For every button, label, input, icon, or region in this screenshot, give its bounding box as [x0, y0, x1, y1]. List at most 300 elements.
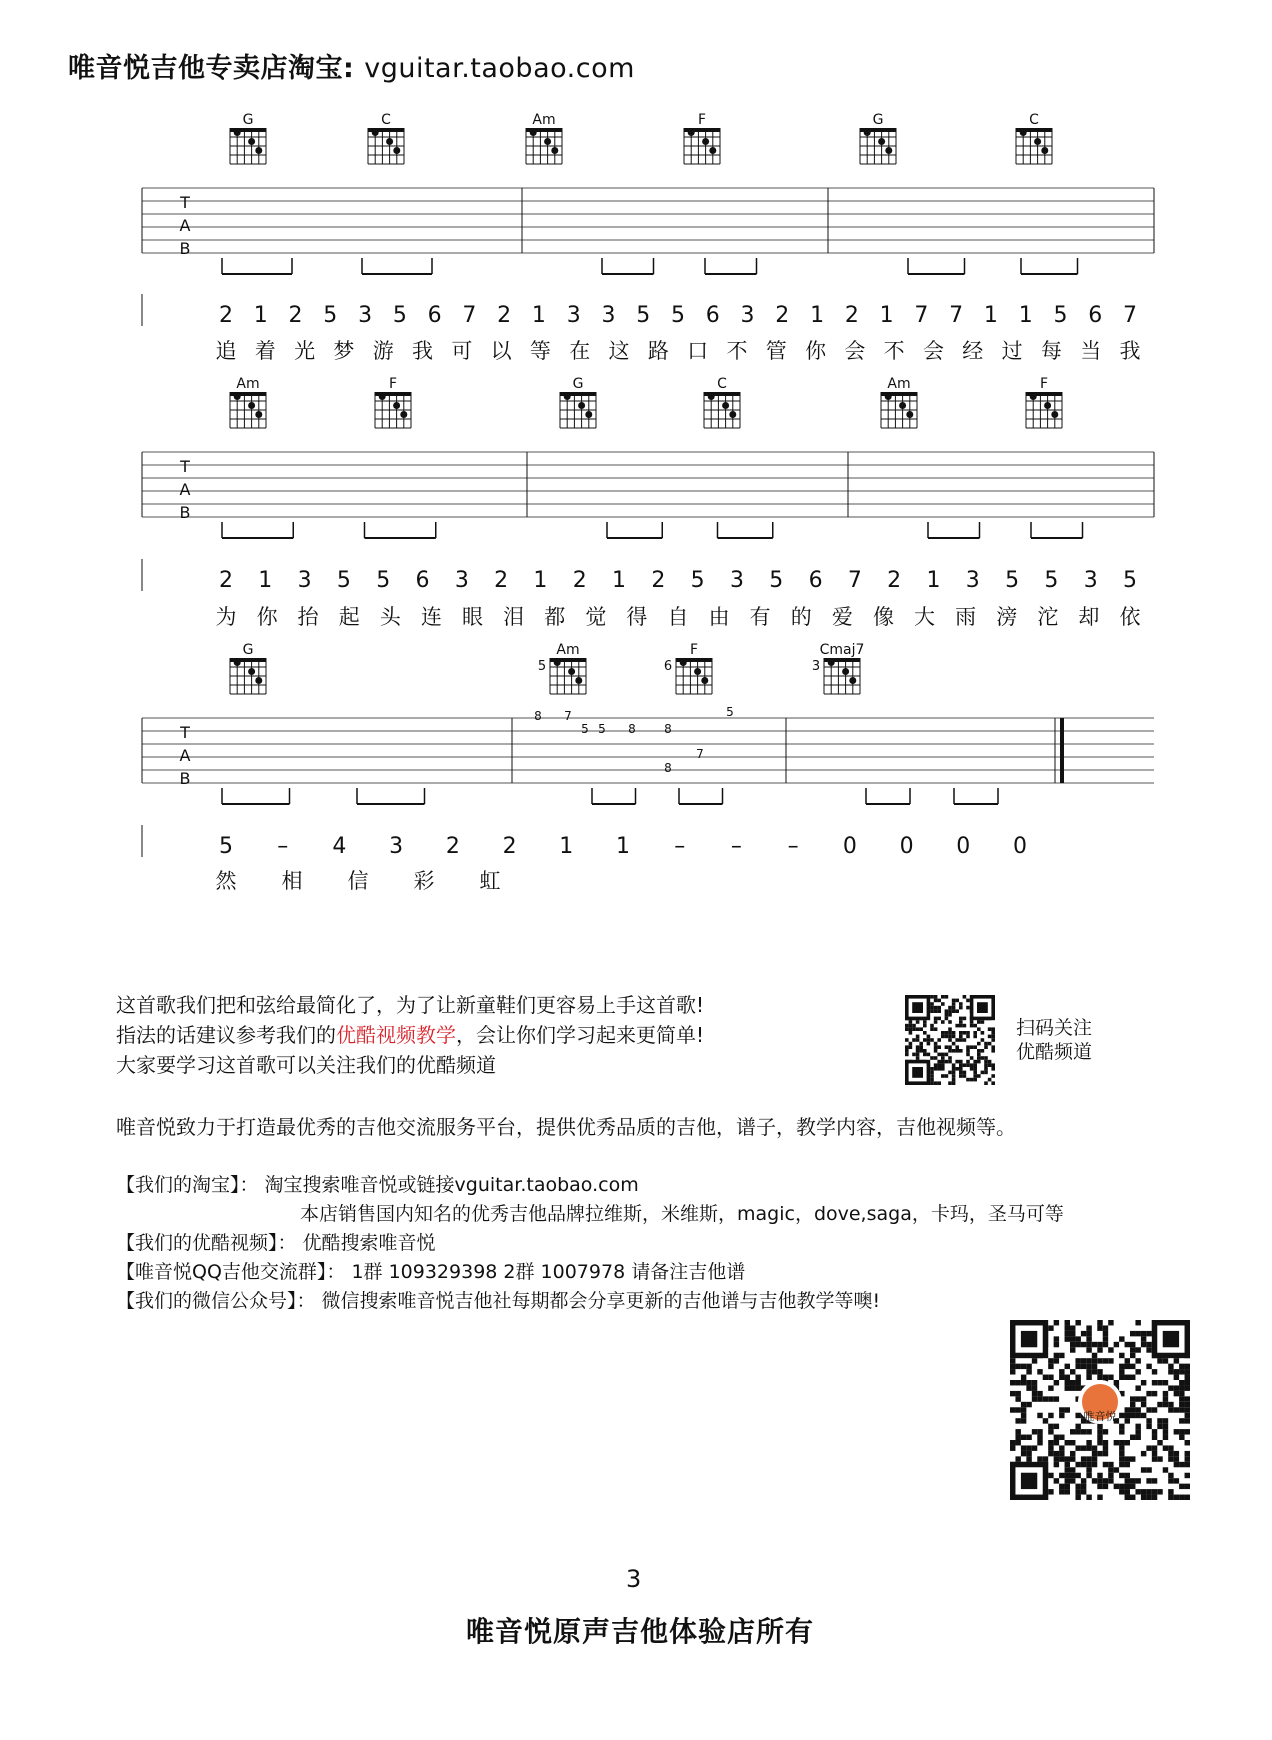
qr-module: [923, 1053, 927, 1057]
qr-module: [1119, 1462, 1124, 1467]
chord-name: G: [872, 112, 884, 128]
qr-module: [1026, 1385, 1031, 1390]
qr-module: [988, 1027, 992, 1031]
qr-module: [919, 1042, 923, 1046]
qr-module: [1065, 1375, 1070, 1380]
qr-module: [952, 1002, 956, 1006]
qr-module: [923, 1024, 927, 1028]
qr-module: [1070, 1456, 1075, 1461]
qr-module: [1026, 1435, 1031, 1440]
qr-module: [984, 1042, 988, 1046]
qr-module: [1021, 1435, 1026, 1440]
jianpu-note: –: [277, 834, 289, 859]
qr-module: [984, 1071, 988, 1075]
lyric-char: 以: [490, 339, 512, 363]
jianpu-note: 7: [1123, 303, 1137, 328]
tab-fret-number: 7: [564, 709, 572, 723]
qr-module: [1026, 1451, 1031, 1456]
qr-module: [912, 1053, 916, 1057]
qr-module: [1059, 1375, 1064, 1380]
qr-module: [1065, 1407, 1070, 1412]
lyric-char: 会: [922, 339, 944, 363]
qr-module: [1048, 1375, 1053, 1380]
qr-module: [1125, 1484, 1130, 1489]
qr-module: [1135, 1396, 1140, 1401]
qr-module: [959, 1035, 963, 1039]
qr-module: [988, 1035, 992, 1039]
qr-module: [916, 1056, 920, 1060]
qr-module: [937, 1009, 941, 1013]
tab-fret-number: 8: [628, 722, 636, 736]
qr-module: [1010, 1391, 1015, 1396]
chord-dot: [864, 129, 871, 136]
lyric-char: 由: [708, 605, 730, 629]
qr-label-1: 扫码关注: [1016, 1017, 1093, 1039]
qr-module: [1086, 1429, 1091, 1434]
info-line-2: [116, 1020, 704, 1050]
jianpu-note: 2: [494, 568, 509, 593]
qr-module: [1174, 1429, 1179, 1434]
qr-module: [988, 1060, 992, 1064]
qr-module: [984, 1056, 988, 1060]
qr-module: [970, 1024, 974, 1028]
qr-module: [1157, 1380, 1162, 1385]
qr-module: [1059, 1484, 1064, 1489]
qr-module: [1070, 1347, 1075, 1352]
qr-module: [1075, 1429, 1080, 1434]
qr-module: [1179, 1402, 1184, 1407]
jianpu-note: 7: [914, 303, 929, 328]
qr-module: [984, 1060, 988, 1064]
qr-module: [948, 1060, 952, 1064]
qr-module: [1119, 1456, 1124, 1461]
qr-module: [1070, 1325, 1075, 1330]
chord-fret-number: 6: [663, 659, 673, 674]
jianpu-note: 7: [949, 303, 964, 328]
qr-module: [948, 1031, 952, 1035]
lyric-char: 我: [412, 339, 434, 363]
jianpu-note: 1: [879, 303, 894, 328]
jianpu-note: 3: [1083, 568, 1098, 593]
qr-module: [1075, 1364, 1080, 1369]
qr-module: [984, 1063, 988, 1067]
lyric-char: 当: [1080, 339, 1102, 363]
qr-module: [1168, 1473, 1173, 1478]
lyric-char: 得: [626, 605, 648, 629]
qr-module: [1070, 1369, 1075, 1374]
tab-fret-number: 8: [664, 761, 672, 775]
qr-module: [1048, 1445, 1053, 1450]
qr-module: [1179, 1495, 1184, 1500]
chord-dot: [702, 138, 709, 145]
jianpu-note: 3: [729, 568, 744, 593]
qr-module: [1065, 1385, 1070, 1390]
qr-module: [1125, 1413, 1130, 1418]
qr-module: [1075, 1484, 1080, 1489]
qr-module: [1130, 1396, 1135, 1401]
qr-module: [1119, 1445, 1124, 1450]
qr-module: [1075, 1413, 1080, 1418]
qr-module: [927, 1035, 931, 1039]
qr-module: [1125, 1473, 1130, 1478]
jianpu-note: 3: [965, 568, 980, 593]
qr-module: [1032, 1391, 1037, 1396]
qr-module: [955, 1045, 959, 1049]
qr-module: [1163, 1380, 1168, 1385]
qr-module: [1185, 1462, 1190, 1467]
qr-module: [963, 1071, 967, 1075]
qr-module: [952, 1031, 956, 1035]
qr-module: [1146, 1445, 1151, 1450]
qr-module: [1103, 1375, 1108, 1380]
qr-module: [977, 1049, 981, 1053]
qr-module: [1097, 1451, 1102, 1456]
qr-module: [1103, 1342, 1108, 1347]
qr-module: [1037, 1369, 1042, 1374]
qr-module: [1130, 1407, 1135, 1412]
qr-module: [937, 1006, 941, 1010]
lyric-char: 有: [749, 605, 771, 629]
qr-module: [1010, 1358, 1015, 1363]
lyric-char: 虹: [479, 869, 501, 893]
qr-module: [1135, 1435, 1140, 1440]
qr-module: [1163, 1358, 1168, 1363]
qr-module: [981, 1038, 985, 1042]
qr-module: [1037, 1456, 1042, 1461]
qr-finder: [1163, 1331, 1179, 1347]
qr-module: [1130, 1435, 1135, 1440]
qr-module: [952, 1071, 956, 1075]
qr-module: [1092, 1445, 1097, 1450]
qr-module: [1168, 1495, 1173, 1500]
qr-module: [952, 1009, 956, 1013]
qr-module: [1010, 1445, 1015, 1450]
qr-module: [1152, 1445, 1157, 1450]
qr-module: [991, 1045, 995, 1049]
qr-module: [1075, 1380, 1080, 1385]
qr-module: [1174, 1358, 1179, 1363]
jianpu-note: 2: [844, 303, 859, 328]
qr-module: [1054, 1478, 1059, 1483]
qr-module: [937, 1067, 941, 1071]
qr-module: [948, 1027, 952, 1031]
qr-module: [1059, 1407, 1064, 1412]
qr-module: [1054, 1336, 1059, 1341]
qr-module: [909, 1042, 913, 1046]
qr-module: [1152, 1380, 1157, 1385]
chord-dot: [680, 659, 687, 666]
qr-module: [991, 1031, 995, 1035]
qr-module: [941, 1063, 945, 1067]
chord-name: Cmaj7: [819, 642, 865, 658]
jianpu-note: 1: [810, 303, 825, 328]
lyric-char: 相: [281, 869, 303, 893]
qr-module: [941, 1053, 945, 1057]
lyric-char: 爱: [831, 605, 853, 629]
chord-dot: [248, 668, 255, 675]
qr-module: [948, 1049, 952, 1053]
qr-module: [1081, 1484, 1086, 1489]
qr-module: [955, 1067, 959, 1071]
lyric-char: 你: [805, 339, 827, 363]
qr-module: [1065, 1325, 1070, 1330]
youku-qr-code: [905, 995, 995, 1085]
qr-module: [973, 1074, 977, 1078]
qr-module: [1097, 1369, 1102, 1374]
qr-module: [930, 1027, 934, 1031]
qr-module: [1125, 1407, 1130, 1412]
qr-module: [912, 1038, 916, 1042]
qr-module: [1070, 1451, 1075, 1456]
tab-fret-number: 5: [581, 722, 589, 736]
qr-module: [1146, 1478, 1151, 1483]
shop-label: 唯音悦吉他专卖店淘宝:: [68, 53, 355, 84]
qr-module: [973, 1035, 977, 1039]
qr-module: [1135, 1347, 1140, 1352]
qr-module: [1054, 1320, 1059, 1325]
chord-dot: [248, 402, 255, 409]
qr-module: [1174, 1462, 1179, 1467]
qr-module: [916, 1035, 920, 1039]
qr-module: [937, 1038, 941, 1042]
chord-dot: [564, 393, 571, 400]
lyric-char: 抬: [297, 605, 319, 629]
qr-module: [948, 1045, 952, 1049]
chord-dot: [899, 402, 906, 409]
qr-module: [1125, 1489, 1130, 1494]
qr-module: [1048, 1473, 1053, 1478]
chord-dot: [722, 402, 729, 409]
qr-module: [1048, 1440, 1053, 1445]
qr-module: [1092, 1369, 1097, 1374]
lyric-char: 觉: [585, 605, 607, 629]
chord-name: Am: [236, 376, 260, 392]
qr-module: [1135, 1358, 1140, 1363]
jianpu-note: 4: [332, 834, 347, 859]
qr-module: [1168, 1456, 1173, 1461]
qr-module: [1032, 1358, 1037, 1363]
qr-module: [984, 1067, 988, 1071]
qr-module: [930, 1006, 934, 1010]
qr-module: [1097, 1440, 1102, 1445]
qr-module: [1015, 1380, 1020, 1385]
qr-module: [1081, 1331, 1086, 1336]
qr-module: [1037, 1413, 1042, 1418]
qr-module: [937, 999, 941, 1003]
qr-module: [945, 1031, 949, 1035]
qr-module: [1141, 1489, 1146, 1494]
qr-module: [1010, 1380, 1015, 1385]
qr-module: [1146, 1342, 1151, 1347]
qr-module: [1092, 1456, 1097, 1461]
qr-module: [1015, 1391, 1020, 1396]
qr-module: [1130, 1478, 1135, 1483]
qr-module: [1174, 1456, 1179, 1461]
jianpu-note: 2: [775, 303, 790, 328]
qr-module: [1070, 1440, 1075, 1445]
qr-module: [1168, 1478, 1173, 1483]
qr-module: [1065, 1484, 1070, 1489]
qr-module: [948, 1056, 952, 1060]
qr-module: [1097, 1429, 1102, 1434]
qr-module: [984, 1045, 988, 1049]
jianpu-note: 6: [705, 303, 720, 328]
jianpu-note: 6: [427, 303, 442, 328]
qr-module: [1097, 1473, 1102, 1478]
qr-module: [952, 1006, 956, 1010]
chord-name: C: [717, 376, 727, 392]
chord-name: F: [697, 112, 707, 128]
jianpu-note: 2: [887, 568, 902, 593]
qr-module: [952, 1049, 956, 1053]
qr-module: [1032, 1396, 1037, 1401]
qr-module: [1163, 1445, 1168, 1450]
qr-module: [1059, 1456, 1064, 1461]
qr-module: [1010, 1369, 1015, 1374]
chord-dot: [849, 677, 856, 684]
qr-module: [1185, 1418, 1190, 1423]
qr-module: [1037, 1396, 1042, 1401]
qr-module: [1015, 1364, 1020, 1369]
jianpu-note: 3: [740, 303, 755, 328]
qr-module: [991, 1074, 995, 1078]
youku-video-link[interactable]: 优酷视频教学: [336, 1023, 456, 1047]
qr-module: [1152, 1495, 1157, 1500]
qr-module: [1185, 1369, 1190, 1374]
lyric-char: 你: [256, 605, 278, 629]
qr-module: [1054, 1353, 1059, 1358]
qr-module: [1125, 1358, 1130, 1363]
jianpu-note: 1: [253, 303, 268, 328]
qr-module: [952, 1074, 956, 1078]
qr-module: [1081, 1478, 1086, 1483]
qr-module: [1119, 1364, 1124, 1369]
qr-module: [1152, 1391, 1157, 1396]
chord-name: Am: [887, 376, 911, 392]
chord-dot: [1030, 393, 1037, 400]
qr-module: [966, 1045, 970, 1049]
chord-dot: [708, 393, 715, 400]
lyric-char: 自: [667, 605, 689, 629]
qr-module: [1130, 1402, 1135, 1407]
qr-module: [948, 1006, 952, 1010]
qr-module: [1179, 1407, 1184, 1412]
chord-name: C: [381, 112, 391, 128]
qr-module: [941, 1020, 945, 1024]
qr-module: [1108, 1473, 1113, 1478]
qr-module: [1130, 1375, 1135, 1380]
qr-module: [930, 1024, 934, 1028]
chord-dot: [386, 138, 393, 145]
qr-module: [1146, 1347, 1151, 1352]
qr-module: [912, 1024, 916, 1028]
qr-module: [1048, 1413, 1053, 1418]
qr-module: [1026, 1369, 1031, 1374]
qr-module: [1048, 1325, 1053, 1330]
qr-module: [1054, 1435, 1059, 1440]
lyric-char: 都: [544, 605, 566, 629]
qr-module: [1125, 1440, 1130, 1445]
chord-dot: [255, 147, 262, 154]
qr-module: [1065, 1489, 1070, 1494]
qr-module: [1097, 1347, 1102, 1352]
qr-module: [930, 1071, 934, 1075]
jianpu-note: 1: [559, 834, 574, 859]
jianpu-note: 2: [502, 834, 517, 859]
qr-module: [1026, 1456, 1031, 1461]
qr-module: [991, 1038, 995, 1042]
qr-module: [1103, 1440, 1108, 1445]
qr-module: [963, 995, 967, 999]
qr-module: [934, 1063, 938, 1067]
qr-module: [1103, 1484, 1108, 1489]
qr-module: [952, 1078, 956, 1082]
qr-module: [1097, 1424, 1102, 1429]
page-footer: 唯音悦原声吉他体验店所有: [466, 1615, 815, 1648]
lyric-char: 大: [914, 605, 936, 629]
qr-module: [1185, 1495, 1190, 1500]
qr-module: [1070, 1429, 1075, 1434]
qr-module: [1065, 1456, 1070, 1461]
qr-module: [919, 1027, 923, 1031]
qr-module: [941, 995, 945, 999]
qr-module: [1119, 1429, 1124, 1434]
qr-module: [1146, 1331, 1151, 1336]
qr-module: [1048, 1451, 1053, 1456]
qr-module: [1125, 1495, 1130, 1500]
qr-module: [1021, 1413, 1026, 1418]
qr-module: [927, 1042, 931, 1046]
qr-module: [1065, 1336, 1070, 1341]
youku-line: 【我们的优酷视频】： 优酷搜索唯音悦: [116, 1232, 436, 1254]
qr-module: [1114, 1342, 1119, 1347]
qr-module: [941, 1074, 945, 1078]
qr-module: [1163, 1391, 1168, 1396]
qr-module: [1185, 1364, 1190, 1369]
qr-module: [1092, 1353, 1097, 1358]
qr-logo-text: 唯音悦: [1083, 1410, 1117, 1423]
qr-module: [1179, 1396, 1184, 1401]
qr-module: [1065, 1380, 1070, 1385]
chord-dot: [393, 147, 400, 154]
qr-module: [1174, 1375, 1179, 1380]
qr-module: [1185, 1429, 1190, 1434]
qr-module: [1108, 1320, 1113, 1325]
qr-module: [1179, 1484, 1184, 1489]
lyric-char: 追: [215, 339, 237, 363]
qr-module: [945, 1017, 949, 1021]
chord-dot: [568, 668, 575, 675]
qr-module: [1103, 1336, 1108, 1341]
qr-module: [1130, 1456, 1135, 1461]
qr-module: [1135, 1385, 1140, 1390]
qr-module: [1043, 1375, 1048, 1380]
qr-module: [1157, 1456, 1162, 1461]
qr-module: [934, 1009, 938, 1013]
qr-module: [1097, 1495, 1102, 1500]
qr-module: [1125, 1462, 1130, 1467]
chord-dot: [530, 129, 537, 136]
lyric-char: 雨: [955, 605, 977, 629]
qr-module: [937, 1053, 941, 1057]
chord-dot: [234, 393, 241, 400]
qr-module: [1054, 1396, 1059, 1401]
qr-module: [905, 1053, 909, 1057]
qr-module: [934, 1017, 938, 1021]
chord-dot: [729, 411, 736, 418]
qr-module: [1146, 1424, 1151, 1429]
qr-module: [937, 1063, 941, 1067]
